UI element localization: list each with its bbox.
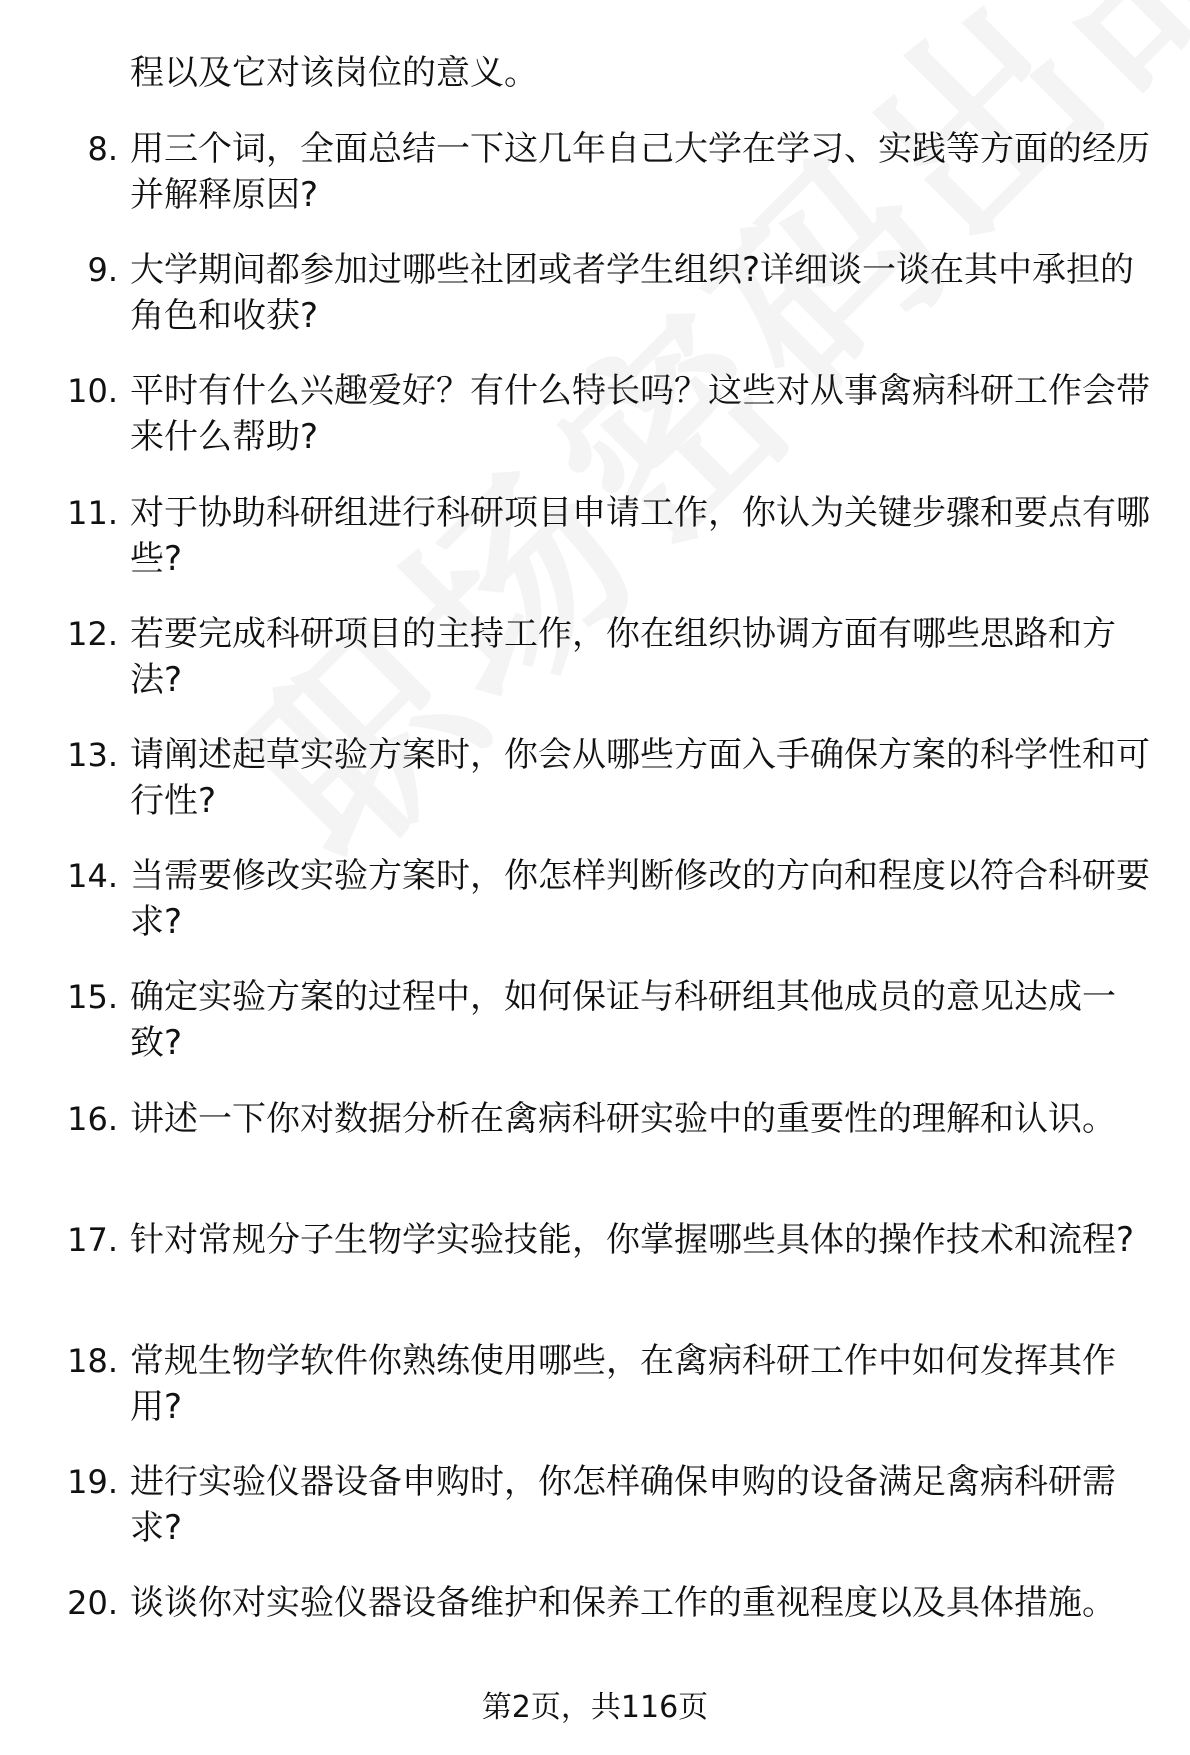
question-number: 19. (67, 1463, 118, 1502)
question-text: 平时有什么兴趣爱好？有什么特长吗？这些对从事禽病科研工作会带来什么帮助? (130, 371, 1150, 458)
question-number: 17. (67, 1220, 118, 1259)
question-text: 请阐述起草实验方案时，你会从哪些方面入手确保方案的科学性和可行性? (130, 734, 1150, 821)
question-text: 讲述一下你对数据分析在禽病科研实验中的重要性的理解和认识。 (130, 1098, 1116, 1139)
question-text: 当需要修改实验方案时，你怎样判断修改的方向和程度以符合科研要求? (130, 856, 1150, 943)
question-number: 12. (67, 614, 118, 653)
question-item (0, 368, 1190, 489)
question-text: 对于协助科研组进行科研项目申请工作，你认为关键步骤和要点有哪些? (130, 492, 1150, 579)
page-footer: 第2页，共116页 (481, 1690, 709, 1725)
question-item (0, 1459, 1190, 1580)
question-text: 常规生物学软件你熟练使用哪些，在禽病科研工作中如何发挥其作用? (130, 1340, 1116, 1427)
question-number: 20. (67, 1584, 118, 1623)
question-item (0, 1217, 1190, 1338)
question-text: 用三个词，全面总结一下这几年自己大学在学习、实践等方面的经历并解释原因? (130, 129, 1150, 215)
question-item (0, 126, 1190, 247)
question-text: 针对常规分子生物学实验技能，你掌握哪些具体的操作技术和流程? (130, 1219, 1135, 1260)
question-item (0, 732, 1190, 853)
question-text: 进行实验仪器设备申购时，你怎样确保申购的设备满足禽病科研需求? (130, 1462, 1116, 1549)
continuation-text: 程以及它对该岗位的意义。 (130, 53, 538, 93)
question-item (0, 247, 1190, 368)
question-number: 13. (67, 735, 118, 774)
question-item (0, 490, 1190, 611)
question-item (0, 1096, 1190, 1217)
question-number: 15. (67, 978, 118, 1017)
question-number: 16. (67, 1099, 118, 1138)
question-item (0, 611, 1190, 732)
question-number: 10. (67, 372, 118, 411)
question-item (0, 1338, 1190, 1459)
question-number: 14. (67, 857, 118, 896)
question-item (0, 853, 1190, 974)
question-number: 11. (67, 493, 118, 532)
question-list (0, 126, 1190, 1701)
question-text: 确定实验方案的过程中，如何保证与科研组其他成员的意见达成一致? (130, 977, 1116, 1064)
question-text: 若要完成科研项目的主持工作，你在组织协调方面有哪些思路和方法? (130, 613, 1116, 700)
question-text: 谈谈你对实验仪器设备维护和保养工作的重视程度以及具体措施。 (130, 1583, 1116, 1624)
question-item (0, 1580, 1190, 1701)
question-number: 9. (87, 251, 118, 290)
question-text: 大学期间都参加过哪些社团或者学生组织?详细谈一谈在其中承担的角色和收获? (130, 250, 1135, 337)
question-number: 18. (67, 1341, 118, 1380)
question-number: 8. (87, 130, 118, 168)
question-item (0, 974, 1190, 1095)
